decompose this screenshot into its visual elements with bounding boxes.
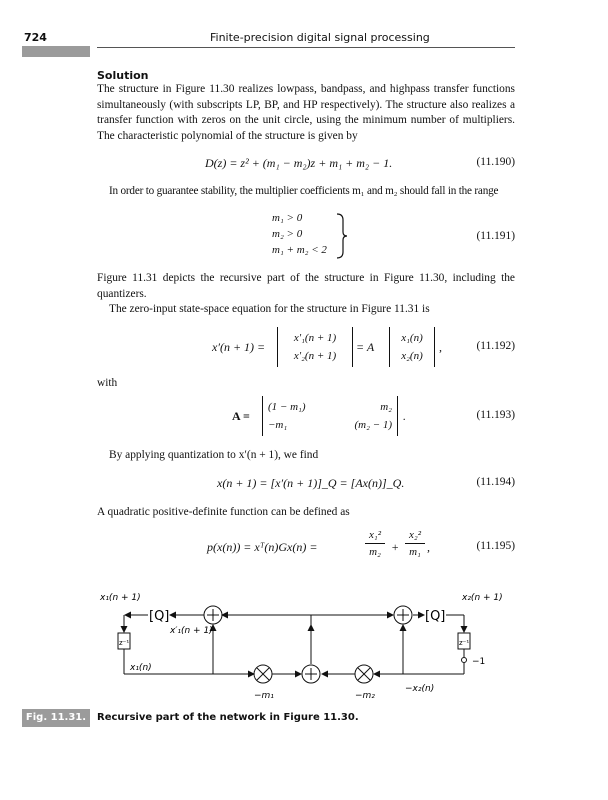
fraction-2-den: m₁ — [409, 546, 421, 558]
page-header — [0, 0, 608, 60]
equation-lhs: p(x(n)) = xᵀ(n)Gx(n) = — [207, 540, 318, 554]
fraction-1-den: m₂ — [369, 546, 381, 558]
label-neg-m2: −m₂ — [355, 691, 375, 701]
label-q-left: [Q] — [149, 609, 170, 624]
equation-text: D(z) = z² + (m₁ − m₂)z + m₁ + m₂ − 1. — [205, 156, 393, 170]
running-title: Finite-precision digital signal processing — [210, 31, 430, 44]
matrix-a21: −m₁ — [268, 419, 288, 431]
vector-top: x₁(n) — [401, 332, 423, 344]
label-x2-n1: x₂(n + 1) — [462, 593, 503, 603]
label-x1-n: x₁(n) — [130, 663, 152, 673]
vector-bottom: x′₂(n + 1) — [293, 350, 337, 362]
label-neg-x2: −x₂(n) — [405, 684, 435, 694]
label-x1-n1: x₁(n + 1) — [100, 593, 141, 603]
equation-number: (11.190) — [476, 156, 515, 168]
constraint-3: m₁ + m₂ < 2 — [272, 244, 327, 256]
equation-11-194 — [97, 476, 515, 494]
header-rule — [97, 47, 515, 48]
equation-11-191 — [97, 212, 515, 262]
vector-bottom: x₂(n) — [401, 350, 423, 362]
figure-caption-text: Recursive part of the network in Figure 11.30. — [97, 712, 359, 723]
constraint-2: m₂ > 0 — [272, 228, 303, 240]
page-number: 724 — [24, 31, 47, 44]
label-neg-m1: −m₁ — [254, 691, 274, 701]
figure-caption-tag: Fig. 11.31. — [22, 709, 90, 727]
fraction-2 — [405, 527, 425, 560]
matrix-a12: m₂ — [380, 401, 392, 413]
fraction-1 — [365, 527, 385, 560]
paragraph-4: The zero-input state-space equation for the structure in Figure 11.31 is — [109, 303, 430, 315]
label-q-right: [Q] — [425, 609, 446, 624]
vector-top: x′₁(n + 1) — [293, 332, 337, 344]
equation-number: (11.193) — [476, 409, 515, 421]
matrix-a — [262, 396, 398, 436]
paragraph-3: Figure 11.31 depicts the recursive part of the structure in Figure 11.30, including the quantizers. — [97, 272, 515, 300]
solution-heading: Solution — [97, 69, 149, 82]
paragraph-7: A quadratic positive-definite function can be defined as — [97, 506, 350, 518]
equation-lhs: x′(n + 1) = — [212, 340, 266, 354]
figure-11-31 — [0, 585, 608, 705]
equation-11-193: A = (1 − m₁) m₂ −m₁ (m₂ − 1) . (11.193) — [97, 396, 515, 438]
label-z-right: z⁻¹ — [459, 639, 470, 647]
fraction-2-num: x₂² — [405, 527, 425, 544]
equation-text: x(n + 1) = [x′(n + 1)]_Q = [Ax(n)]_Q. — [217, 476, 405, 490]
label-x1p-n1: x′₁(n + 1) — [170, 626, 213, 636]
vector-left — [277, 327, 353, 367]
constraint-1: m₁ > 0 — [272, 212, 303, 224]
header-bar — [22, 46, 90, 57]
equation-number: (11.192) — [476, 340, 515, 352]
equation-11-190 — [97, 156, 515, 174]
equation-mid: = A — [356, 340, 375, 354]
paragraph-5: with — [97, 377, 118, 389]
matrix-a11: (1 − m₁) — [268, 401, 306, 413]
fraction-1-num: x₁² — [365, 527, 385, 544]
equation-11-195: p(x(n)) = xᵀ(n)Gx(n) = $\frac{\text{x₁²}}{\text{m₂}}$ + $\frac{\text{x₂²}}{\text{m₁}}$ , (11.195) — [207, 529, 515, 558]
brace-icon — [335, 212, 351, 260]
equation-number: (11.191) — [476, 230, 515, 242]
matrix-a22: (m₂ − 1) — [354, 419, 392, 431]
label-z-left: z⁻¹ — [119, 639, 130, 647]
equation-11-192: x′(n + 1) = x′₁(n + 1) x′₂(n + 1) = A x₁(n) x₂(n) , (11.192) — [97, 327, 515, 369]
vector-right — [389, 327, 435, 367]
label-minus-one: −1 — [472, 657, 486, 667]
paragraph-1: The structure in Figure 11.30 realizes lowpass, bandpass, and highpass transfer functions simultaneously (with subscripts LP, BP, and HP respectively). The structure also realizes a transfer function with zeros on the unit circle, using the minimum number of multipliers. The characteristic polynomial of the structure is given by — [97, 83, 515, 143]
paragraph-2: In order to guarantee stability, the multiplier coefficients m₁ and m₂ should fall in the range — [109, 185, 499, 197]
equation-lhs: A = — [232, 409, 250, 423]
paragraph-6: By applying quantization to x′(n + 1), we find — [109, 449, 319, 461]
equation-number: (11.194) — [476, 476, 515, 488]
equation-number: (11.195) — [476, 540, 515, 552]
